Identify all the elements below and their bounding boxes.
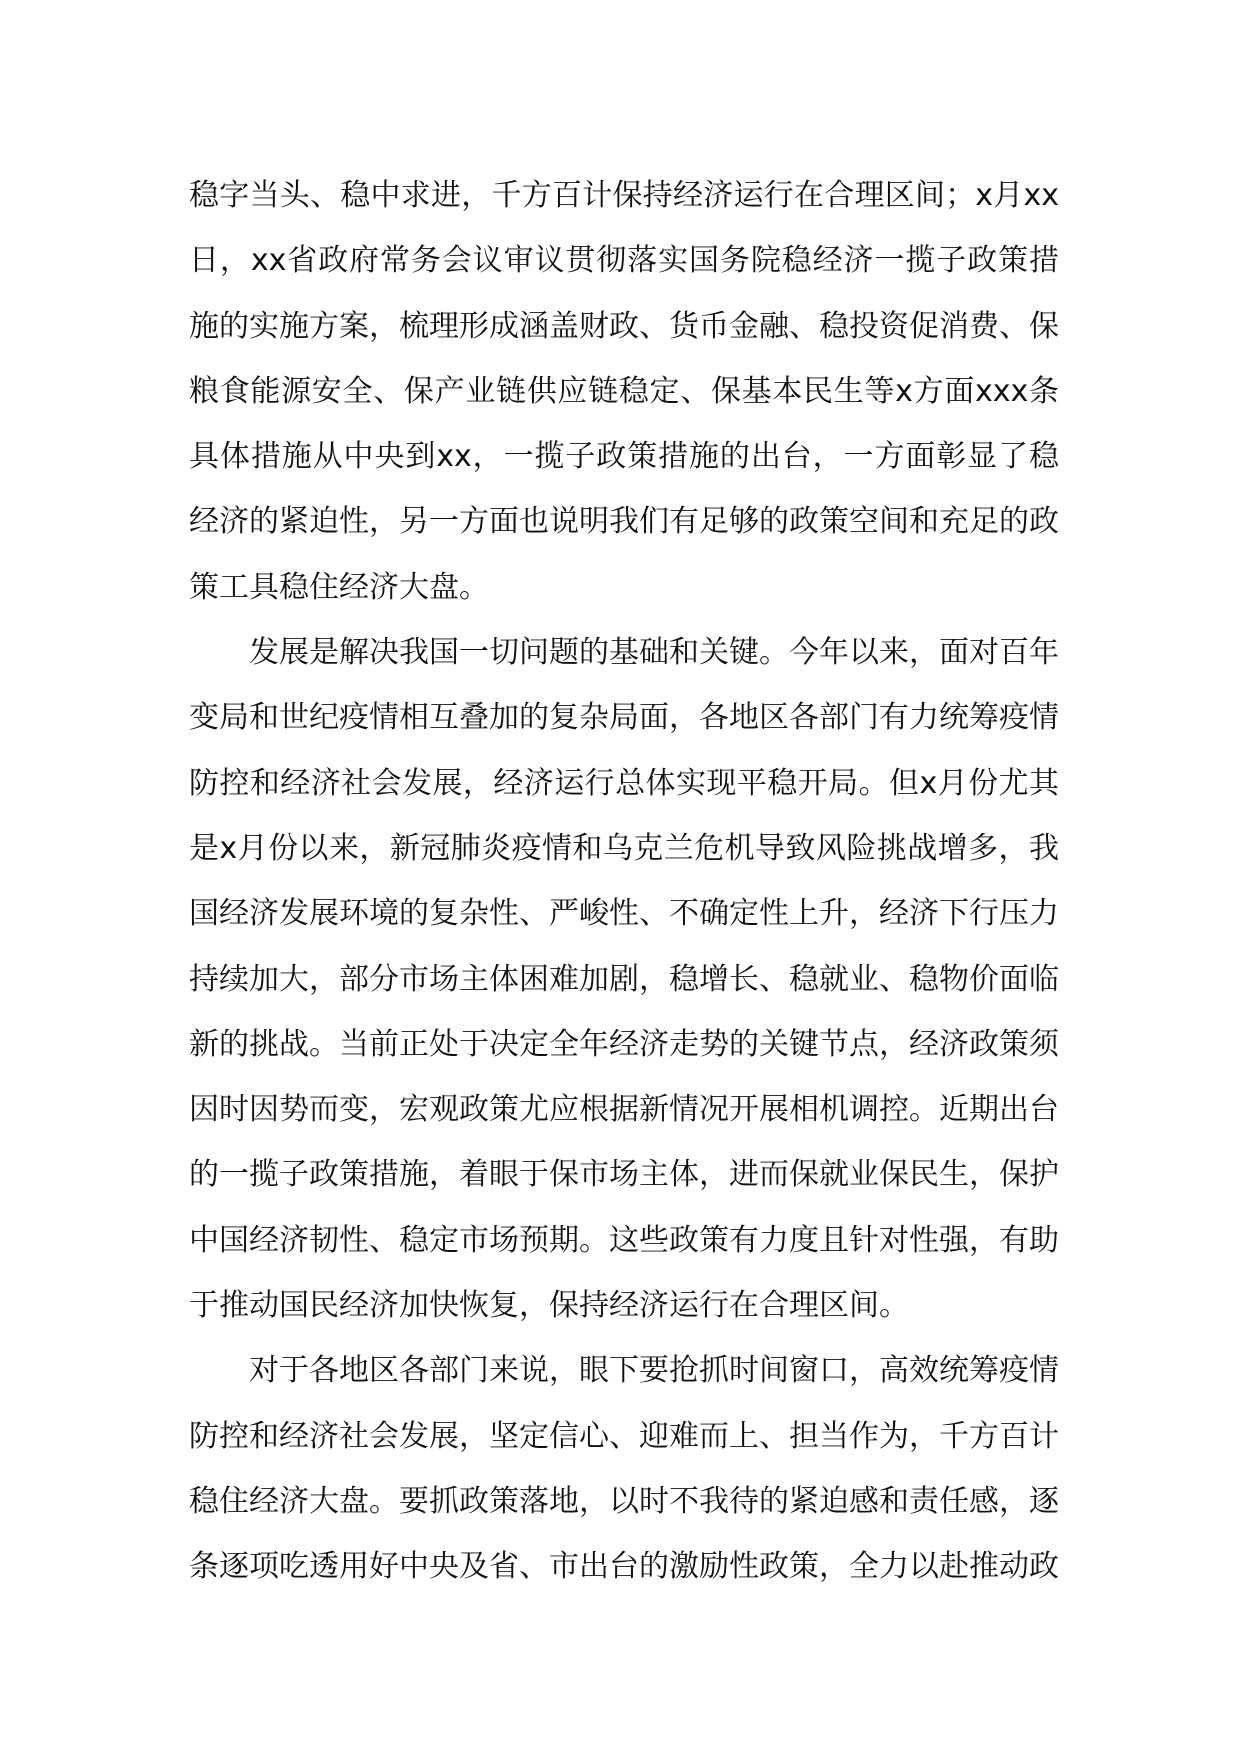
document-body	[189, 163, 1059, 1600]
paragraph-regions-departments: 对于各地区各部门来说，眼下要抢抓时间窗口，高效统筹疫情防控和经济社会发展，坚定信心、迎难而上、担当作为，千方百计稳住经济大盘。要抓政策落地，以时不我待的紧迫感和责任感，逐条逐项吃透用好中央及省、市出台的激励性政策，全力以赴推动政	[189, 1353, 1059, 1585]
paragraph-development: 发展是解决我国一切问题的基础和关键。今年以来，面对百年变局和世纪疫情相互叠加的复杂局面，各地区各部门有力统筹疫情防控和经济社会发展，经济运行总体实现平稳开局。但x月份尤其是x月份以来，新冠肺炎疫情和乌克兰危机导致风险挑战增多，我国经济发展环境的复杂性、严峻性、不确定性上升，经济下行压力持续加大，部分市场主体困难加剧，稳增长、稳就业、稳物价面临新的挑战。当前正处于决定全年经济走势的关键节点，经济政策须因时因势而变，宏观政策尤应根据新情况开展相机调控。近期出台的一揽子政策措施，着眼于保市场主体，进而保就业保民生，保护中国经济韧性、稳定市场预期。这些政策有力度且针对性强，有助于推动国民经济加快恢复，保持经济运行在合理区间。	[189, 635, 1059, 1324]
paragraph-continued: 稳字当头、稳中求进，千方百计保持经济运行在合理区间；x月xx日，xx省政府常务会议审议贯彻落实国务院稳经济一揽子政策措施的实施方案，梳理形成涵盖财政、货币金融、稳投资促消费、保粮食能源安全、保产业链供应链稳定、保基本民生等x方面xxx条具体措施从中央到xx，一揽子政策措施的出台，一方面彰显了稳经济的紧迫性，另一方面也说明我们有足够的政策空间和充足的政策工具稳住经济大盘。	[189, 178, 1059, 605]
